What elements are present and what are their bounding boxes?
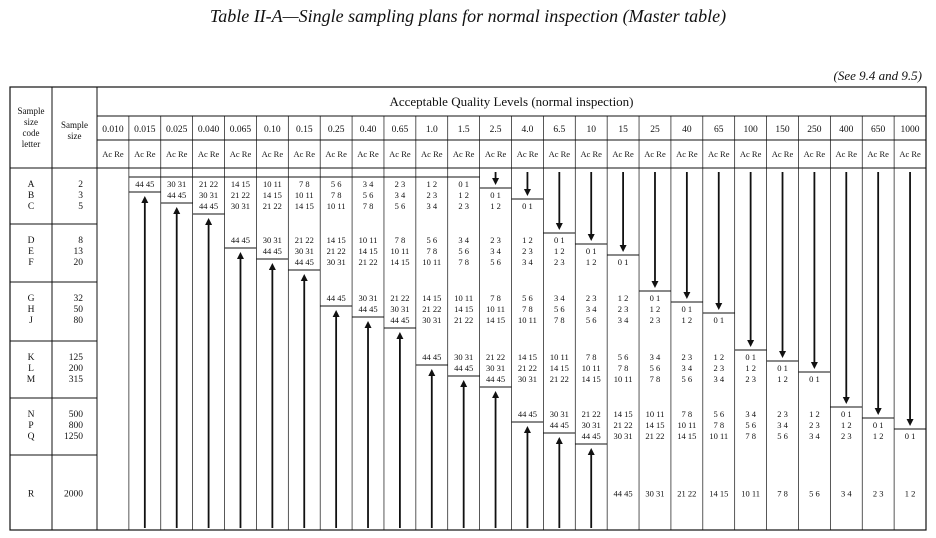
plan-value: 7 8 xyxy=(330,190,342,200)
plan-value: 44 45 xyxy=(326,293,346,303)
sample-size: 5 xyxy=(78,202,83,212)
plan-value: 44 45 xyxy=(485,374,506,384)
plan-value: 30 31 xyxy=(517,374,538,384)
plan-value: 7 8 xyxy=(745,431,756,441)
plan-value: 14 15 xyxy=(230,179,251,189)
up-arrow xyxy=(588,448,595,455)
acre-label: Ac Re xyxy=(548,149,571,159)
plan-value: 1 2 xyxy=(713,352,725,362)
plan-value: 44 45 xyxy=(549,420,569,430)
acre-label: Ac Re xyxy=(452,149,475,159)
plan-value: 0 1 xyxy=(681,304,693,314)
up-arrow xyxy=(205,218,212,225)
plan-value: 44 45 xyxy=(422,352,442,362)
up-arrow xyxy=(396,332,403,339)
plan-value: 14 15 xyxy=(326,235,346,245)
see-reference: (See 9.4 and 9.5) xyxy=(833,68,922,83)
plan-value: 2 3 xyxy=(585,293,597,303)
plan-value: 7 8 xyxy=(649,374,661,384)
acre-label: Ac Re xyxy=(484,149,507,159)
plan-value: 0 1 xyxy=(872,420,884,430)
plan-value: 30 31 xyxy=(485,363,506,373)
plan-value: 44 45 xyxy=(517,409,538,419)
plan-value: 21 22 xyxy=(262,201,282,211)
aql-level-label: 1.0 xyxy=(425,125,438,135)
up-arrow xyxy=(556,437,563,444)
aql-level-label: 0.040 xyxy=(197,125,220,135)
plan-value: 1 2 xyxy=(809,409,820,419)
up-arrow xyxy=(301,274,308,281)
plan-value: 0 1 xyxy=(713,315,725,325)
acre-label: Ac Re xyxy=(644,149,666,159)
acre-label: Ac Re xyxy=(612,149,634,159)
down-arrow xyxy=(492,178,499,185)
plan-value: 5 6 xyxy=(362,190,374,200)
plan-value: 7 8 xyxy=(490,293,501,303)
plan-value: 30 31 xyxy=(167,179,187,189)
plan-value: 21 22 xyxy=(581,409,601,419)
code-letter: E xyxy=(28,247,34,257)
plan-value: 7 8 xyxy=(298,179,310,189)
plan-value: 3 4 xyxy=(394,190,406,200)
plan-value: 5 6 xyxy=(490,257,501,267)
plan-value: 10 11 xyxy=(486,304,505,314)
acre-label: Ac Re xyxy=(739,149,762,159)
code-letter: H xyxy=(27,305,35,315)
plan-value: 44 45 xyxy=(262,246,282,256)
down-arrow xyxy=(875,408,882,415)
plan-value: 2 3 xyxy=(490,235,501,245)
plan-value: 1 2 xyxy=(745,363,756,373)
plan-value: 5 6 xyxy=(458,246,469,256)
down-arrow xyxy=(588,234,595,241)
up-arrow xyxy=(460,380,467,387)
acre-label: Ac Re xyxy=(389,149,411,159)
plan-value: 0 1 xyxy=(840,409,852,419)
sample-size: 1250 xyxy=(64,432,83,442)
aql-level-label: 0.010 xyxy=(102,125,124,135)
plan-value: 5 6 xyxy=(330,179,342,189)
plan-value: 2 3 xyxy=(713,363,725,373)
plan-value: 30 31 xyxy=(581,420,601,430)
sample-size: 3 xyxy=(78,191,83,201)
acre-label: Ac Re xyxy=(229,149,252,159)
sample-size: 500 xyxy=(68,410,83,420)
plan-value: 2 3 xyxy=(745,374,756,384)
code-letter: F xyxy=(28,258,34,268)
plan-value: 2 3 xyxy=(394,179,406,189)
plan-value: 1 2 xyxy=(872,431,884,441)
aql-level-label: 0.15 xyxy=(295,125,313,135)
plan-value: 1 2 xyxy=(585,257,597,267)
plan-value: 21 22 xyxy=(358,257,378,267)
plan-value: 0 1 xyxy=(522,201,533,211)
plan-value: 30 31 xyxy=(358,293,378,303)
plan-value: 7 8 xyxy=(362,201,374,211)
plan-value: 5 6 xyxy=(681,374,693,384)
down-arrow xyxy=(620,245,627,252)
plan-value: 1 2 xyxy=(840,420,852,430)
plan-value: 10 11 xyxy=(294,190,314,200)
plan-value: 30 31 xyxy=(230,201,251,211)
plan-value: 14 15 xyxy=(517,352,538,362)
table-title: Table II-A—Single sampling plans for normal inspection (Master table) xyxy=(209,6,727,26)
plan-value: 0 1 xyxy=(649,293,661,303)
up-arrow xyxy=(524,426,531,433)
plan-value: 0 1 xyxy=(490,190,501,200)
plan-value: 7 8 xyxy=(394,235,406,245)
acre-label: Ac Re xyxy=(516,149,539,159)
sample-size: 125 xyxy=(68,353,83,363)
plan-value: 3 4 xyxy=(458,235,469,245)
plan-value: 5 6 xyxy=(809,488,820,499)
aql-level-label: 0.65 xyxy=(391,125,409,135)
plan-value: 2 3 xyxy=(777,409,788,419)
plan-value: 14 15 xyxy=(549,363,569,373)
plan-value: 14 15 xyxy=(581,374,601,384)
up-arrow xyxy=(269,263,276,270)
plan-value: 3 4 xyxy=(617,315,629,325)
plan-value: 2 3 xyxy=(426,190,438,200)
plan-value: 1 2 xyxy=(617,293,629,303)
plan-value: 21 22 xyxy=(645,431,665,441)
plan-value: 1 2 xyxy=(681,315,693,325)
plan-value: 21 22 xyxy=(613,420,633,430)
acre-label: Ac Re xyxy=(708,149,730,159)
plan-value: 21 22 xyxy=(677,488,697,499)
sample-size: 315 xyxy=(68,375,83,385)
plan-value: 10 11 xyxy=(518,315,537,325)
up-arrow xyxy=(173,207,180,214)
plan-value: 1 2 xyxy=(554,246,565,256)
plan-value: 7 8 xyxy=(777,488,788,499)
plan-value: 1 2 xyxy=(777,374,788,384)
plan-value: 2 3 xyxy=(458,201,469,211)
plan-value: 5 6 xyxy=(649,363,661,373)
acre-label: Ac Re xyxy=(580,149,602,159)
plan-value: 3 4 xyxy=(840,488,852,499)
code-letter-header: size xyxy=(24,117,38,127)
plan-value: 2 3 xyxy=(872,488,884,499)
plan-value: 0 1 xyxy=(809,374,820,384)
plan-value: 10 11 xyxy=(549,352,569,362)
down-arrow xyxy=(715,303,722,310)
plan-value: 10 11 xyxy=(326,201,346,211)
plan-value: 3 4 xyxy=(745,409,756,419)
plan-value: 10 11 xyxy=(262,179,282,189)
plan-value: 2 3 xyxy=(649,315,661,325)
plan-value: 0 1 xyxy=(458,179,469,189)
sample-size: 800 xyxy=(68,421,83,431)
sample-size: 13 xyxy=(73,247,83,257)
aql-level-label: 25 xyxy=(650,125,660,135)
acre-label: Ac Re xyxy=(771,149,794,159)
up-arrow xyxy=(365,321,372,328)
plan-value: 44 45 xyxy=(230,235,251,245)
plan-value: 44 45 xyxy=(454,363,474,373)
code-letter: C xyxy=(27,202,35,212)
plan-value: 21 22 xyxy=(294,235,314,245)
plan-value: 3 4 xyxy=(713,374,725,384)
code-letter: L xyxy=(28,364,34,374)
sample-size: 32 xyxy=(73,294,83,304)
plan-value: 14 15 xyxy=(613,409,633,419)
sample-size: 80 xyxy=(73,316,83,326)
plan-value: 44 45 xyxy=(167,190,187,200)
plan-value: 14 15 xyxy=(709,488,729,499)
plan-value: 14 15 xyxy=(454,304,474,314)
plan-value: 7 8 xyxy=(713,420,725,430)
aql-level-label: 2.5 xyxy=(489,125,502,135)
plan-value: 0 1 xyxy=(904,431,916,441)
plan-value: 30 31 xyxy=(326,257,346,267)
code-letter: D xyxy=(27,236,35,246)
acre-label: Ac Re xyxy=(261,149,284,159)
aql-level-label: 6.5 xyxy=(553,125,566,135)
code-letter: K xyxy=(27,353,35,363)
aql-level-label: 250 xyxy=(807,125,822,135)
plan-value: 30 31 xyxy=(294,246,314,256)
aql-level-label: 1.5 xyxy=(457,125,470,135)
plan-value: 5 6 xyxy=(777,431,788,441)
plan-value: 30 31 xyxy=(199,190,219,200)
sample-size: 2 xyxy=(78,180,83,190)
plan-value: 3 4 xyxy=(522,257,533,267)
up-arrow xyxy=(237,252,244,259)
plan-value: 0 1 xyxy=(617,257,629,267)
aql-level-label: 100 xyxy=(743,125,758,135)
plan-value: 10 11 xyxy=(358,235,378,245)
plan-value: 21 22 xyxy=(549,374,569,384)
aql-level-label: 10 xyxy=(586,125,596,135)
plan-value: 3 4 xyxy=(585,304,597,314)
code-letter: P xyxy=(28,421,34,431)
down-arrow xyxy=(651,281,658,288)
plan-value: 30 31 xyxy=(613,431,633,441)
plan-value: 14 15 xyxy=(358,246,378,256)
plan-value: 5 6 xyxy=(394,201,406,211)
plan-value: 2 3 xyxy=(522,246,533,256)
aql-level-label: 0.025 xyxy=(166,125,188,135)
down-arrow xyxy=(779,351,786,358)
plan-value: 21 22 xyxy=(326,246,346,256)
down-arrow xyxy=(907,419,914,426)
plan-value: 10 11 xyxy=(581,363,601,373)
plan-value: 5 6 xyxy=(426,235,438,245)
plan-value: 7 8 xyxy=(681,409,693,419)
plan-value: 2 3 xyxy=(681,352,693,362)
plan-value: 44 45 xyxy=(581,431,601,441)
plan-value: 3 4 xyxy=(809,431,820,441)
plan-value: 10 11 xyxy=(422,257,442,267)
plan-value: 10 11 xyxy=(741,488,761,499)
plan-value: 21 22 xyxy=(390,293,410,303)
plan-value: 44 45 xyxy=(135,179,155,189)
plan-value: 21 22 xyxy=(454,315,474,325)
code-letter-header: Sample xyxy=(17,106,45,116)
acre-label: Ac Re xyxy=(676,149,698,159)
sample-size: 20 xyxy=(73,258,83,268)
plan-value: 44 45 xyxy=(358,304,378,314)
plan-value: 44 45 xyxy=(613,488,633,499)
acre-label: Ac Re xyxy=(293,149,315,159)
acre-label: Ac Re xyxy=(899,149,921,159)
plan-value: 1 2 xyxy=(522,235,533,245)
acre-label: Ac Re xyxy=(357,149,379,159)
sample-size: 2000 xyxy=(64,489,83,500)
plan-value: 5 6 xyxy=(745,420,756,430)
plan-value: 0 1 xyxy=(777,363,788,373)
code-letter: B xyxy=(27,191,35,201)
plan-value: 0 1 xyxy=(585,246,597,256)
aql-level-label: 150 xyxy=(775,125,790,135)
plan-value: 14 15 xyxy=(485,315,506,325)
aql-level-label: 40 xyxy=(682,125,692,135)
plan-value: 1 2 xyxy=(649,304,661,314)
plan-value: 3 4 xyxy=(649,352,661,362)
plan-value: 1 2 xyxy=(904,488,916,499)
plan-value: 5 6 xyxy=(585,315,597,325)
plan-value: 10 11 xyxy=(677,420,697,430)
plan-value: 3 4 xyxy=(554,293,565,303)
aql-level-label: 65 xyxy=(714,125,724,135)
down-arrow xyxy=(556,223,563,230)
plan-value: 30 31 xyxy=(645,488,665,499)
plan-value: 7 8 xyxy=(585,352,597,362)
aql-level-label: 0.40 xyxy=(359,125,377,135)
code-letter: J xyxy=(29,316,33,326)
plan-value: 14 15 xyxy=(390,257,410,267)
sample-size-header: Sample xyxy=(61,120,88,130)
plan-value: 14 15 xyxy=(677,431,697,441)
plan-value: 21 22 xyxy=(199,179,219,189)
sample-size: 200 xyxy=(68,364,83,374)
plan-value: 2 3 xyxy=(840,431,852,441)
aql-level-label: 15 xyxy=(618,125,628,135)
plan-value: 30 31 xyxy=(422,315,442,325)
plan-value: 5 6 xyxy=(713,409,725,419)
plan-value: 3 4 xyxy=(426,201,438,211)
code-letter: G xyxy=(27,294,35,304)
code-letter: Q xyxy=(27,432,35,442)
plan-value: 14 15 xyxy=(294,201,314,211)
sample-size: 8 xyxy=(78,236,83,246)
aql-header: Acceptable Quality Levels (normal inspection) xyxy=(389,94,634,109)
plan-value: 21 22 xyxy=(485,352,506,362)
up-arrow xyxy=(492,391,499,398)
plan-value: 10 11 xyxy=(390,246,410,256)
aql-level-label: 0.065 xyxy=(229,125,252,135)
plan-value: 10 11 xyxy=(645,409,665,419)
acre-label: Ac Re xyxy=(325,149,347,159)
acre-label: Ac Re xyxy=(803,149,826,159)
plan-value: 1 2 xyxy=(490,201,501,211)
plan-value: 21 22 xyxy=(517,363,538,373)
aql-level-label: 0.10 xyxy=(264,125,281,135)
plan-value: 2 3 xyxy=(617,304,629,314)
acre-label: Ac Re xyxy=(867,149,889,159)
plan-value: 10 11 xyxy=(454,293,474,303)
plan-value: 44 45 xyxy=(199,201,219,211)
sample-size: 50 xyxy=(73,305,83,315)
plan-value: 3 4 xyxy=(777,420,788,430)
down-arrow xyxy=(811,362,818,369)
acre-label: Ac Re xyxy=(134,149,156,159)
sample-size-header: size xyxy=(67,131,82,141)
plan-value: 7 8 xyxy=(554,315,565,325)
up-arrow xyxy=(428,369,435,376)
plan-value: 2 3 xyxy=(809,420,820,430)
plan-value: 1 2 xyxy=(426,179,438,189)
code-letter: A xyxy=(27,180,35,190)
plan-value: 7 8 xyxy=(617,363,629,373)
acre-label: Ac Re xyxy=(165,149,188,159)
up-arrow xyxy=(141,196,148,203)
plan-value: 30 31 xyxy=(390,304,410,314)
plan-value: 10 11 xyxy=(613,374,633,384)
plan-value: 30 31 xyxy=(454,352,474,362)
plan-value: 5 6 xyxy=(522,293,533,303)
aql-level-label: 1000 xyxy=(900,125,920,135)
plan-value: 0 1 xyxy=(745,352,756,362)
aql-level-label: 4.0 xyxy=(521,125,534,135)
acre-label: Ac Re xyxy=(102,149,124,159)
down-arrow xyxy=(683,292,690,299)
plan-value: 14 15 xyxy=(422,293,442,303)
down-arrow xyxy=(843,397,850,404)
plan-value: 5 6 xyxy=(617,352,629,362)
aql-level-label: 400 xyxy=(839,125,854,135)
plan-value: 2 3 xyxy=(554,257,565,267)
plan-value: 3 4 xyxy=(490,246,501,256)
acre-label: Ac Re xyxy=(421,149,443,159)
code-letter: M xyxy=(26,375,36,385)
plan-value: 44 45 xyxy=(294,257,314,267)
code-letter-header: code xyxy=(22,128,40,138)
plan-value: 0 1 xyxy=(554,235,565,245)
plan-value: 7 8 xyxy=(458,257,469,267)
plan-value: 7 8 xyxy=(426,246,438,256)
plan-value: 14 15 xyxy=(262,190,282,200)
aql-level-label: 650 xyxy=(871,125,886,135)
up-arrow xyxy=(333,310,340,317)
plan-value: 30 31 xyxy=(262,235,282,245)
code-letter: R xyxy=(27,489,35,500)
plan-value: 21 22 xyxy=(422,304,442,314)
acre-label: Ac Re xyxy=(835,149,858,159)
plan-value: 44 45 xyxy=(390,315,410,325)
plan-value: 3 4 xyxy=(681,363,693,373)
code-letter: N xyxy=(27,410,35,420)
plan-value: 3 4 xyxy=(362,179,374,189)
plan-value: 1 2 xyxy=(458,190,469,200)
plan-value: 30 31 xyxy=(549,409,569,419)
aql-level-label: 0.25 xyxy=(327,125,345,135)
aql-level-label: 0.015 xyxy=(134,125,156,135)
plan-value: 5 6 xyxy=(554,304,565,314)
plan-value: 7 8 xyxy=(522,304,533,314)
down-arrow xyxy=(747,340,754,347)
code-letter-header: letter xyxy=(21,139,41,149)
plan-value: 21 22 xyxy=(230,190,251,200)
plan-value: 10 11 xyxy=(709,431,729,441)
down-arrow xyxy=(524,189,531,196)
acre-label: Ac Re xyxy=(197,149,220,159)
plan-value: 14 15 xyxy=(645,420,665,430)
